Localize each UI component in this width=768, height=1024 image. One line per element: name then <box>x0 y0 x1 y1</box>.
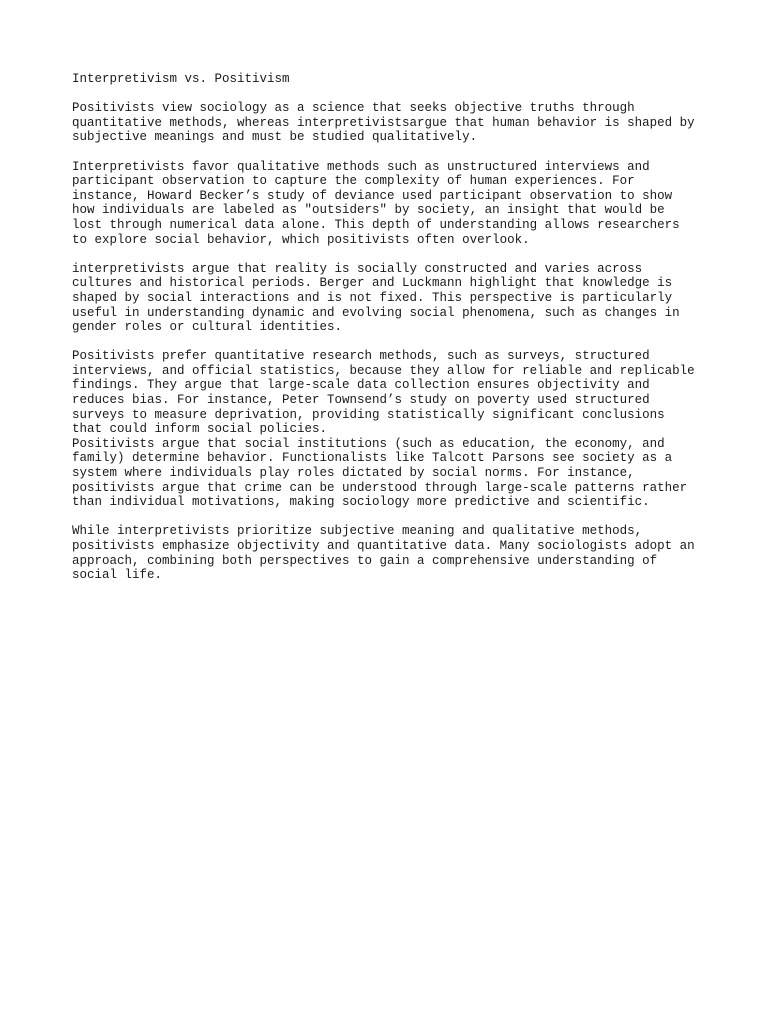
paragraph-qualitative-methods: Interpretivists favor qualitative methods such as unstructured interviews and participant observation to capture the complexity of human experiences. For instance, Howard Becker’s study of deviance used participant observation to show how individuals are labeled as "outsiders" by society, an insight that would be lost through numerical data alone. This depth of understanding allows researchers to explore social behavior, which positivists often overlook. <box>72 159 680 247</box>
paragraph-conclusion: While interpretivists prioritize subjective meaning and qualitative methods, positivists emphasize objectivity and quantitative data. Many sociologists adopt an approach, combining both perspectives to gain a comprehensive understanding of social life. <box>72 524 695 583</box>
document-title: Interpretivism vs. Positivism <box>72 72 290 86</box>
paragraph-social-construction: interpretivists argue that reality is socially constructed and varies across cultures and historical periods. Berger and Luckmann highlight that knowledge is shaped by social interactions and is not fixed. This perspective is particularly useful in understanding dynamic and evolving social phenomena, such as changes in gender roles or cultural identities. <box>72 261 680 335</box>
document-page <box>72 72 712 597</box>
paragraph-intro: Positivists view sociology as a science that seeks objective truths through quantitative methods, whereas interpretivistsargue that human behavior is shaped by subjective meanings and must be studied qualitatively. <box>72 101 695 145</box>
paragraph-social-institutions: Positivists argue that social institutions (such as education, the economy, and family) determine behavior. Functionalists like Talcott Parsons see society as a system where individuals play roles dictated by social norms. For instance, positivists argue that crime can be understood through large-scale patterns rather than individual motivations, making sociology more predictive and scientific. <box>72 436 688 510</box>
paragraph-quantitative-methods: Positivists prefer quantitative research methods, such as surveys, structured interviews, and official statistics, because they allow for reliable and replicable findings. They argue that large-scale data collection ensures objectivity and reduces bias. For instance, Peter Townsend’s study on poverty used structured surveys to measure deprivation, providing statistically significant conclusions that could inform social policies. <box>72 349 695 437</box>
